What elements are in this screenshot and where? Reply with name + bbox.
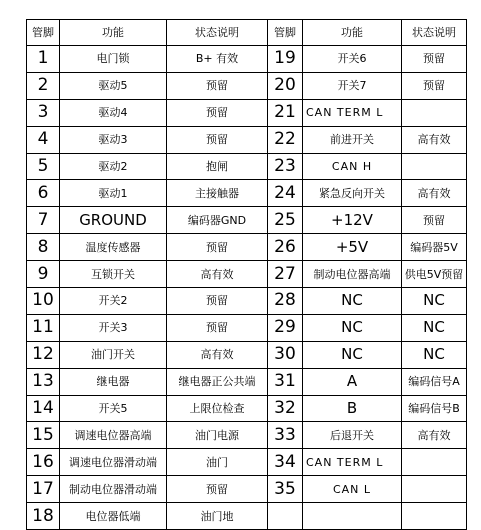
function-cell-left: GROUND (60, 207, 167, 234)
pin-cell-left: 17 (27, 476, 60, 503)
table-row (27, 99, 467, 126)
header-row (27, 20, 467, 46)
table-row (27, 449, 467, 476)
pin-assignment-table (26, 19, 467, 530)
state-cell-left: 油门 (167, 449, 268, 476)
function-cell-right: NC (303, 288, 402, 315)
pin-cell-right: 29 (268, 314, 303, 341)
state-cell-left: 高有效 (167, 261, 268, 288)
pin-cell-right: 34 (268, 449, 303, 476)
table-row (27, 341, 467, 368)
table-row (27, 126, 467, 153)
state-cell-right: 高有效 (402, 180, 467, 207)
state-cell-right: NC (402, 314, 467, 341)
state-cell-left: 预留 (167, 288, 268, 315)
state-cell-right (402, 99, 467, 126)
pin-cell-right: 27 (268, 261, 303, 288)
function-cell-right: NC (303, 314, 402, 341)
state-cell-left: 编码器GND (167, 207, 268, 234)
pin-cell-left: 8 (27, 234, 60, 261)
function-cell-right: 前进开关 (303, 126, 402, 153)
table-row (27, 476, 467, 503)
function-cell-left: 制动电位器滑动端 (60, 476, 167, 503)
function-cell-left: 开关5 (60, 395, 167, 422)
pin-cell-right: 33 (268, 422, 303, 449)
function-cell-right: 制动电位器高端 (303, 261, 402, 288)
state-cell-left: 高有效 (167, 341, 268, 368)
function-cell-right: +12V (303, 207, 402, 234)
pin-cell-left: 16 (27, 449, 60, 476)
pin-cell-right: 20 (268, 72, 303, 99)
table-row (27, 153, 467, 180)
function-cell-right: 紧急反向开关 (303, 180, 402, 207)
function-cell-right: CAN TERM L (303, 99, 402, 126)
function-cell-left: 开关3 (60, 314, 167, 341)
pin-cell-left: 13 (27, 368, 60, 395)
pin-cell-left: 14 (27, 395, 60, 422)
table-row (27, 422, 467, 449)
table-row (27, 395, 467, 422)
state-cell-left: 抱闸 (167, 153, 268, 180)
table-row (27, 314, 467, 341)
function-cell-right: CAN L (303, 476, 402, 503)
function-cell-left: 驱动5 (60, 72, 167, 99)
state-cell-left: 主接触器 (167, 180, 268, 207)
function-cell-right: NC (303, 341, 402, 368)
function-cell-left: 驱动2 (60, 153, 167, 180)
pin-cell-right: 24 (268, 180, 303, 207)
state-cell-right (402, 153, 467, 180)
function-cell-right: 开关6 (303, 46, 402, 73)
pin-cell-left: 15 (27, 422, 60, 449)
state-cell-right: 预留 (402, 72, 467, 99)
function-cell-left: 驱动4 (60, 99, 167, 126)
pin-cell-left: 4 (27, 126, 60, 153)
state-cell-left: 预留 (167, 476, 268, 503)
table-row (27, 180, 467, 207)
table-row (27, 72, 467, 99)
function-cell-left: 油门开关 (60, 341, 167, 368)
header-state-left: 状态说明 (167, 20, 268, 46)
function-cell-right: CAN H (303, 153, 402, 180)
function-cell-left: 互锁开关 (60, 261, 167, 288)
state-cell-right: NC (402, 341, 467, 368)
pin-cell-right: 22 (268, 126, 303, 153)
state-cell-left: 预留 (167, 234, 268, 261)
header-pin-right: 管脚 (268, 20, 303, 46)
state-cell-left: B+ 有效 (167, 46, 268, 73)
pin-cell-left: 7 (27, 207, 60, 234)
table-row (27, 207, 467, 234)
state-cell-right: 预留 (402, 46, 467, 73)
state-cell-right (402, 476, 467, 503)
state-cell-left: 预留 (167, 126, 268, 153)
state-cell-left: 油门电源 (167, 422, 268, 449)
pin-cell-right: 25 (268, 207, 303, 234)
function-cell-left: 开关2 (60, 288, 167, 315)
state-cell-right: 供电5V预留 (402, 261, 467, 288)
pin-cell-right: 30 (268, 341, 303, 368)
pin-cell-left: 10 (27, 288, 60, 315)
table-row (27, 503, 467, 530)
pin-cell-left: 6 (27, 180, 60, 207)
header-pin-left: 管脚 (27, 20, 60, 46)
state-cell-right: 编码信号A (402, 368, 467, 395)
function-cell-left: 电位器低端 (60, 503, 167, 530)
table-row (27, 261, 467, 288)
state-cell-left: 预留 (167, 72, 268, 99)
pin-cell-left: 11 (27, 314, 60, 341)
header-state-right: 状态说明 (402, 20, 467, 46)
table-row (27, 288, 467, 315)
pin-cell-left: 12 (27, 341, 60, 368)
state-cell-right: 高有效 (402, 422, 467, 449)
header-function-right: 功能 (303, 20, 402, 46)
table-row (27, 368, 467, 395)
state-cell-right: NC (402, 288, 467, 315)
state-cell-right: 高有效 (402, 126, 467, 153)
pin-cell-right: 23 (268, 153, 303, 180)
pin-cell-right: 21 (268, 99, 303, 126)
state-cell-left: 上限位检查 (167, 395, 268, 422)
function-cell-right: 开关7 (303, 72, 402, 99)
function-cell-left: 驱动1 (60, 180, 167, 207)
pin-cell-left: 3 (27, 99, 60, 126)
pin-cell-right: 26 (268, 234, 303, 261)
pin-cell-left: 2 (27, 72, 60, 99)
pin-cell-right: 31 (268, 368, 303, 395)
function-cell-right: +5V (303, 234, 402, 261)
function-cell-left: 温度传感器 (60, 234, 167, 261)
function-cell-right: A (303, 368, 402, 395)
state-cell-right (402, 449, 467, 476)
state-cell-right: 编码信号B (402, 395, 467, 422)
header-function-left: 功能 (60, 20, 167, 46)
pin-cell-left: 1 (27, 46, 60, 73)
pin-cell-left: 18 (27, 503, 60, 530)
function-cell-right: 后退开关 (303, 422, 402, 449)
table-body (27, 20, 467, 530)
pin-cell-left: 9 (27, 261, 60, 288)
state-cell-right (402, 503, 467, 530)
function-cell-right: CAN TERM L (303, 449, 402, 476)
function-cell-left: 驱动3 (60, 126, 167, 153)
function-cell-right (303, 503, 402, 530)
state-cell-right: 编码器5V (402, 234, 467, 261)
function-cell-right: B (303, 395, 402, 422)
pin-cell-left: 5 (27, 153, 60, 180)
state-cell-left: 预留 (167, 314, 268, 341)
function-cell-left: 调速电位器高端 (60, 422, 167, 449)
pin-cell-right: 28 (268, 288, 303, 315)
table-row (27, 46, 467, 73)
state-cell-left: 预留 (167, 99, 268, 126)
function-cell-left: 电门锁 (60, 46, 167, 73)
state-cell-right: 预留 (402, 207, 467, 234)
pin-cell-right: 35 (268, 476, 303, 503)
function-cell-left: 继电器 (60, 368, 167, 395)
function-cell-left: 调速电位器滑动端 (60, 449, 167, 476)
pin-cell-right: 32 (268, 395, 303, 422)
state-cell-left: 油门地 (167, 503, 268, 530)
pin-cell-right (268, 503, 303, 530)
table-row (27, 234, 467, 261)
pin-cell-right: 19 (268, 46, 303, 73)
state-cell-left: 继电器正公共端 (167, 368, 268, 395)
